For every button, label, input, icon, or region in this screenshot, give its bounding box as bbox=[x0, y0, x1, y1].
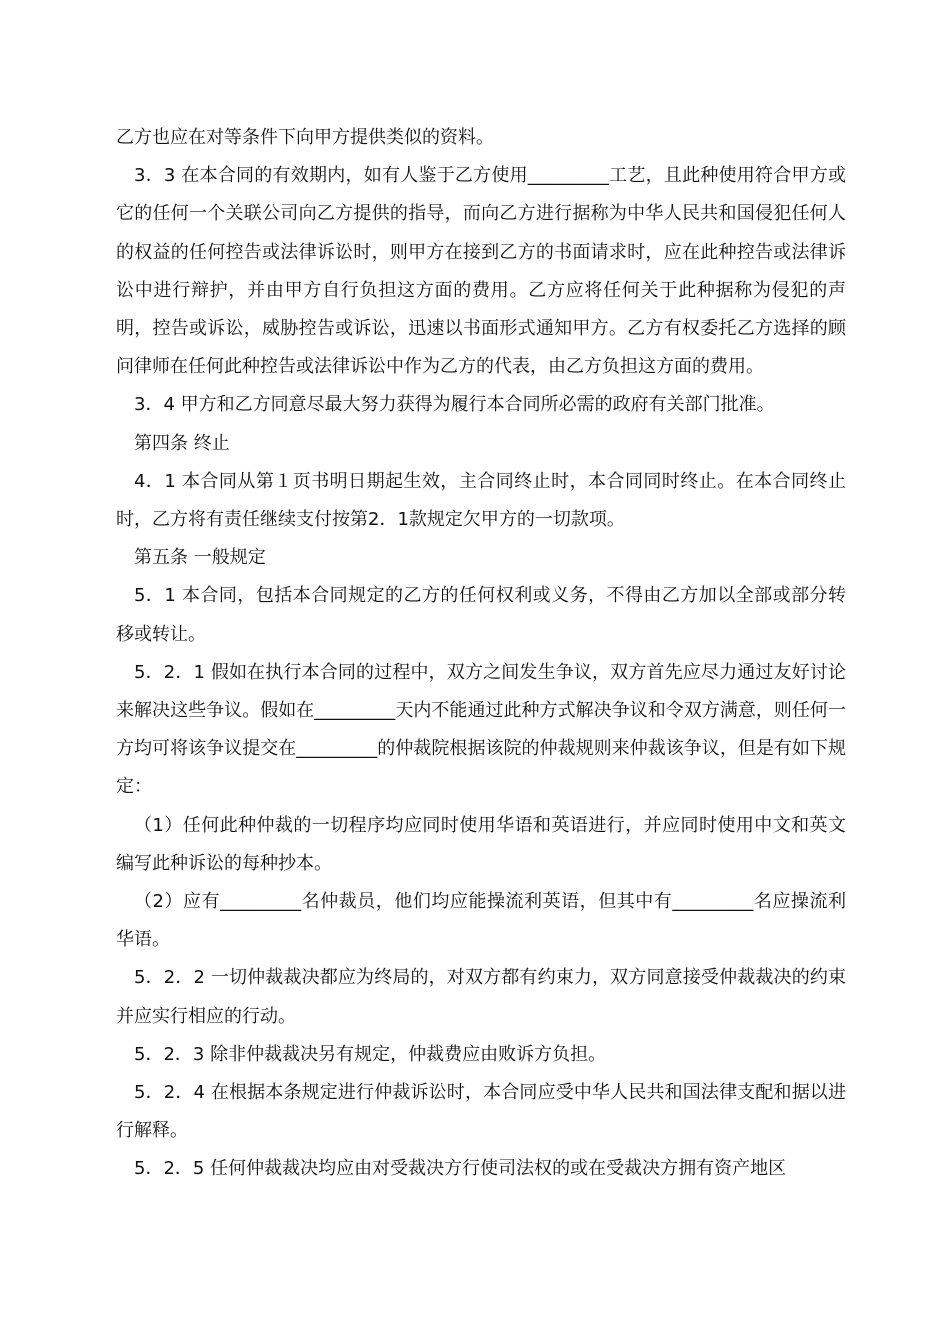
paragraph-5-1: 5．1 本合同，包括本合同规定的乙方的任何权利或义务，不得由乙方加以全部或部分转移或转让。 bbox=[116, 585, 846, 645]
paragraph-5-2-4: 5．2．4 在根据本条规定进行仲裁诉讼时，本合同应受中华人民共和国法律支配和据以进行解释。 bbox=[116, 1082, 846, 1142]
paragraph-5-2-3: 5．2．3 除非仲裁裁决另有规定，仲裁费应由败诉方负担。 bbox=[134, 1043, 607, 1065]
paragraph-5-2-5: 5．2．5 任何仲裁裁决均应由对受裁决方行使司法权的或在受裁决方拥有资产地区 bbox=[134, 1158, 787, 1180]
paragraph-5-2-1: 5．2．1 假如在执行本合同的过程中，双方之间发生争议，双方首先应尽力通过友好讨论来解决这些争议。假如在_________天内不能通过此种方式解决争议和令双方满意，则任何一方均可将该争议提交在_________的仲裁院根据该院的仲裁规则来仲裁该争议，但是有如下规定： bbox=[116, 661, 846, 798]
paragraph-3-3: 3．3 在本合同的有效期内，如有人鉴于乙方使用_________工艺，且此种使用符合甲方或它的任何一个关联公司向乙方提供的指导，而向乙方进行据称为中华人民共和国侵犯任何人的权益的任何控告或法律诉讼时，则甲方在接到乙方的书面请求时，应在此种控告或法律诉讼中进行辩护，并由甲方自行负担这方面的费用。乙方应将任何关于此种据称为侵犯的声明，控告或诉讼，威胁控告或诉讼，迅速以书面形式通知甲方。乙方有权委托乙方选择的顾问律师在任何此种控告或法律诉讼中作为乙方的代表，由乙方负担这方面的费用。 bbox=[116, 165, 846, 378]
clause-1: （1）任何此种仲裁的一切程序均应同时使用华语和英语进行，并应同时使用中文和英文编写此种诉讼的每种抄本。 bbox=[116, 814, 846, 874]
clause-2: （2）应有_________名仲裁员，他们均应能操流利英语，但其中有_________名应操流利华语。 bbox=[116, 891, 846, 951]
paragraph-3-4: 3．4 甲方和乙方同意尽最大努力获得为履行本合同所必需的政府有关部门批准。 bbox=[134, 394, 775, 416]
article-4-heading: 第四条 终止 bbox=[134, 432, 230, 454]
paragraph-continuation: 乙方也应在对等条件下向甲方提供类似的资料。 bbox=[116, 127, 494, 148]
document-body bbox=[116, 119, 846, 1189]
paragraph-4-1: 4．1 本合同从第１页书明日期起生效，主合同终止时，本合同同时终止。在本合同终止时，乙方将有责任继续支付按第2．1款规定欠甲方的一切款项。 bbox=[116, 470, 846, 531]
paragraph-5-2-2: 5．2．2 一切仲裁裁决都应为终局的，对双方都有约束力，双方同意接受仲裁裁决的约束并应实行相应的行动。 bbox=[116, 967, 846, 1027]
article-5-heading: 第五条 一般规定 bbox=[134, 547, 266, 569]
